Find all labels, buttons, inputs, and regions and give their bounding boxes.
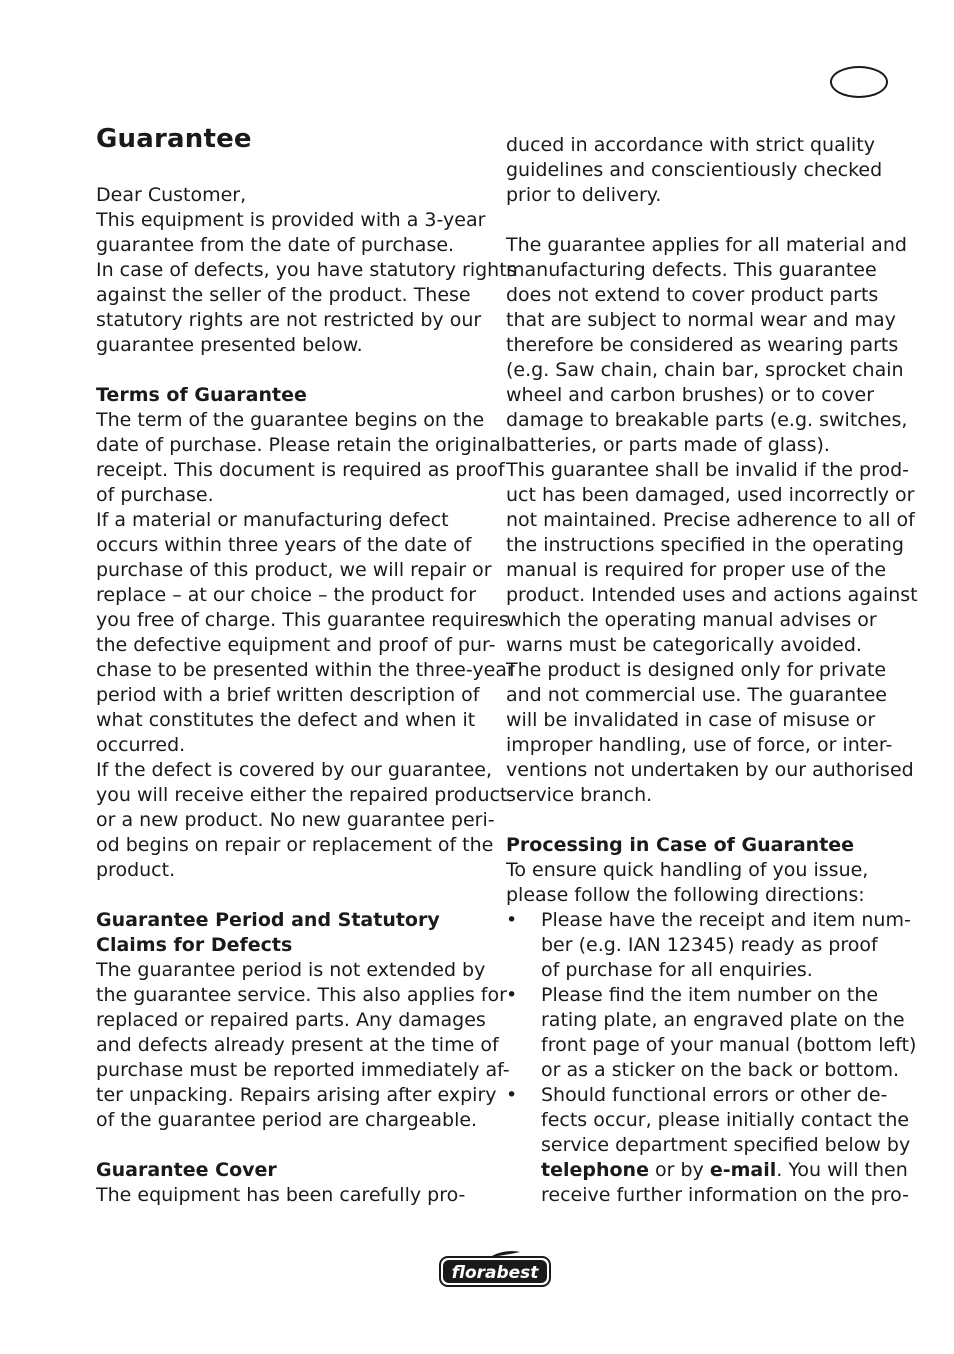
emphasis-text: e-mail	[709, 1159, 777, 1181]
line-text: and not commercial use. The guarantee	[506, 684, 887, 706]
line-text: Processing in Case of Guarantee	[506, 834, 855, 856]
line-text: In case of defects, you have statutory rights	[96, 259, 517, 281]
text-line	[96, 333, 363, 358]
line-text: batteries, or parts made of glass).	[506, 434, 830, 456]
line-text: ventions not undertaken by our authorised	[506, 759, 914, 781]
emphasis-text: telephone	[541, 1159, 649, 1181]
line-text: please follow the following directions:	[506, 884, 865, 906]
line-text: date of purchase. Please retain the original	[96, 434, 507, 456]
line-text: or as a sticker on the back or bottom.	[541, 1059, 900, 1081]
line-text: front page of your manual (bottom left)	[541, 1034, 917, 1056]
line-text: fects occur, please initially contact the	[541, 1109, 910, 1131]
section-heading	[506, 833, 854, 858]
text-line	[506, 583, 918, 608]
line-text: you free of charge. This guarantee requires	[96, 609, 509, 631]
text-line	[96, 758, 492, 783]
text-fragment: . You will then	[776, 1159, 908, 1181]
text-line	[506, 783, 652, 808]
line-text: statutory rights are not restricted by our	[96, 309, 482, 331]
text-line	[96, 833, 493, 858]
text-line	[506, 183, 661, 208]
line-text: This equipment is provided with a 3-year	[96, 209, 486, 231]
line-text: therefore be considered as wearing parts	[506, 334, 899, 356]
line-text: or a new product. No new guarantee peri-	[96, 809, 495, 831]
line-text: This guarantee shall be invalid if the prod-	[506, 459, 910, 481]
text-line	[96, 408, 484, 433]
text-line	[96, 608, 509, 633]
text-line	[96, 483, 214, 508]
text-line	[506, 758, 914, 783]
line-text: service department specified below by	[541, 1134, 911, 1156]
bullet-icon: •	[506, 984, 518, 1006]
text-line	[506, 233, 907, 258]
text-line	[506, 1008, 905, 1033]
line-text: rating plate, an engraved plate on the	[541, 1009, 905, 1031]
line-text: Please find the item number on the	[541, 984, 879, 1006]
line-text: purchase must be reported immediately af-	[96, 1059, 510, 1081]
text-line	[506, 683, 887, 708]
text-line	[96, 458, 505, 483]
text-line	[506, 1133, 910, 1158]
text-line	[96, 633, 495, 658]
text-line	[96, 233, 454, 258]
text-line	[506, 1183, 909, 1208]
text-line	[96, 1058, 510, 1083]
text-line	[96, 708, 475, 733]
text-line	[506, 1058, 899, 1083]
line-text: of the guarantee period are chargeable.	[96, 1109, 478, 1131]
line-text: does not extend to cover product parts	[506, 284, 879, 306]
line-text: service branch.	[506, 784, 653, 806]
text-line	[506, 158, 882, 183]
line-text: ter unpacking. Repairs arising after expiry	[96, 1084, 497, 1106]
line-text: period with a brief written description of	[96, 684, 480, 706]
text-line	[506, 733, 892, 758]
line-text: The term of the guarantee begins on the	[96, 409, 485, 431]
line-text: The equipment has been carefully pro-	[96, 1184, 466, 1206]
section-heading	[96, 933, 292, 958]
line-text: od begins on repair or replacement of the	[96, 834, 494, 856]
line-text: receive further information on the pro-	[541, 1184, 909, 1206]
line-text: If a material or manufacturing defect	[96, 509, 449, 531]
line-text: Claims for Defects	[96, 934, 293, 956]
line-text: improper handling, use of force, or inter-	[506, 734, 893, 756]
text-line	[96, 208, 485, 233]
text-line	[96, 1008, 486, 1033]
line-text: replaced or repaired parts. Any damages	[96, 1009, 486, 1031]
language-badge-oval	[830, 66, 888, 98]
line-text: The guarantee period is not extended by	[96, 959, 486, 981]
line-text: of purchase.	[96, 484, 214, 506]
text-line	[96, 1033, 499, 1058]
line-text: warns must be categorically avoided.	[506, 634, 862, 656]
text-line	[506, 1158, 908, 1183]
text-line	[96, 533, 471, 558]
text-line	[96, 658, 515, 683]
text-line	[96, 808, 495, 833]
text-line	[506, 308, 896, 333]
text-line	[506, 283, 878, 308]
line-text: prior to delivery.	[506, 184, 662, 206]
line-text: you will receive either the repaired product	[96, 784, 508, 806]
text-line	[96, 308, 481, 333]
line-text: wheel and carbon brushes) or to cover	[506, 384, 875, 406]
line-text: If the defect is covered by our guarantee,	[96, 759, 492, 781]
text-line	[96, 783, 507, 808]
line-text: (e.g. Saw chain, chain bar, sprocket chain	[506, 359, 904, 381]
line-text: will be invalidated in case of misuse or	[506, 709, 876, 731]
text-line	[506, 333, 898, 358]
text-line	[96, 433, 506, 458]
text-line	[96, 858, 175, 883]
line-text: Guarantee Period and Statutory	[96, 909, 440, 931]
line-text: product.	[96, 859, 176, 881]
text-line	[96, 733, 185, 758]
text-line	[506, 383, 874, 408]
text-line	[96, 683, 479, 708]
line-text: guarantee presented below.	[96, 334, 363, 356]
line-text: Please have the receipt and item num-	[541, 909, 911, 931]
line-text: against the seller of the product. These	[96, 284, 471, 306]
line-text: The guarantee applies for all material and	[506, 234, 907, 256]
line-text: chase to be presented within the three-year	[96, 659, 515, 681]
line-text: that are subject to normal wear and may	[506, 309, 896, 331]
text-line	[96, 283, 471, 308]
text-fragment: or by	[648, 1159, 710, 1181]
text-line	[506, 858, 868, 883]
bullet-icon: •	[506, 1084, 518, 1106]
line-text: ber (e.g. IAN 12345) ready as proof	[541, 934, 878, 956]
line-text: Should functional errors or other de-	[541, 1084, 888, 1106]
bullet-item	[506, 1083, 887, 1108]
line-text: manual is required for proper use of the	[506, 559, 887, 581]
text-line	[506, 508, 915, 533]
section-heading	[96, 908, 440, 933]
line-text: product. Intended uses and actions against	[506, 584, 918, 606]
line-text: purchase of this product, we will repair or	[96, 559, 492, 581]
text-line	[96, 558, 492, 583]
text-line	[96, 508, 449, 533]
text-line	[506, 933, 878, 958]
text-line	[506, 958, 813, 983]
text-line	[506, 1033, 916, 1058]
bullet-icon: •	[506, 909, 518, 931]
line-text: duced in accordance with strict quality	[506, 134, 875, 156]
section-heading	[96, 383, 307, 408]
text-line	[506, 883, 865, 908]
text-line	[96, 1108, 477, 1133]
line-text: the instructions specified in the operating	[506, 534, 904, 556]
florabest-logo	[438, 1250, 552, 1290]
line-text: the defective equipment and proof of pur-	[96, 634, 496, 656]
line-text: which the operating manual advises or	[506, 609, 877, 631]
line-text: occurs within three years of the date of	[96, 534, 472, 556]
text-line	[506, 358, 904, 383]
text-line	[506, 658, 886, 683]
text-line	[96, 583, 476, 608]
line-text: Dear Customer,	[96, 184, 247, 206]
text-line	[96, 258, 517, 283]
line-text: Terms of Guarantee	[96, 384, 307, 406]
text-line	[506, 258, 877, 283]
text-line	[506, 1108, 909, 1133]
text-line	[506, 608, 877, 633]
section-heading	[96, 1158, 277, 1183]
line-text: the guarantee service. This also applies for	[96, 984, 507, 1006]
text-line	[506, 633, 862, 658]
text-line	[96, 958, 485, 983]
text-line	[506, 483, 914, 508]
line-text: of purchase for all enquiries.	[541, 959, 813, 981]
bullet-item	[506, 983, 878, 1008]
text-line	[506, 408, 907, 433]
line-text: Guarantee Cover	[96, 1159, 277, 1181]
line-text: occurred.	[96, 734, 186, 756]
text-line	[506, 433, 830, 458]
text-line	[506, 708, 875, 733]
line-text: not maintained. Precise adherence to all of	[506, 509, 915, 531]
line-text: The product is designed only for private	[506, 659, 887, 681]
text-line	[96, 183, 246, 208]
line-text: damage to breakable parts (e.g. switches,	[506, 409, 908, 431]
text-line	[506, 558, 886, 583]
line-text: replace – at our choice – the product for	[96, 584, 476, 606]
line-text: receipt. This document is required as proof	[96, 459, 505, 481]
text-line	[96, 983, 507, 1008]
bullet-item	[506, 908, 911, 933]
line-text: and defects already present at the time of	[96, 1034, 499, 1056]
line-text: manufacturing defects. This guarantee	[506, 259, 877, 281]
line-text: guidelines and conscientiously checked	[506, 159, 883, 181]
text-line	[96, 1083, 497, 1108]
line-text: To ensure quick handling of you issue,	[506, 859, 869, 881]
line-text: uct has been damaged, used incorrectly or	[506, 484, 915, 506]
page-title: Guarantee	[96, 124, 252, 154]
text-line	[96, 1183, 465, 1208]
text-line	[506, 533, 904, 558]
text-line	[506, 133, 875, 158]
line-text: what constitutes the defect and when it	[96, 709, 476, 731]
logo-text: florabest	[451, 1263, 539, 1283]
text-line	[506, 458, 909, 483]
line-text: guarantee from the date of purchase.	[96, 234, 455, 256]
